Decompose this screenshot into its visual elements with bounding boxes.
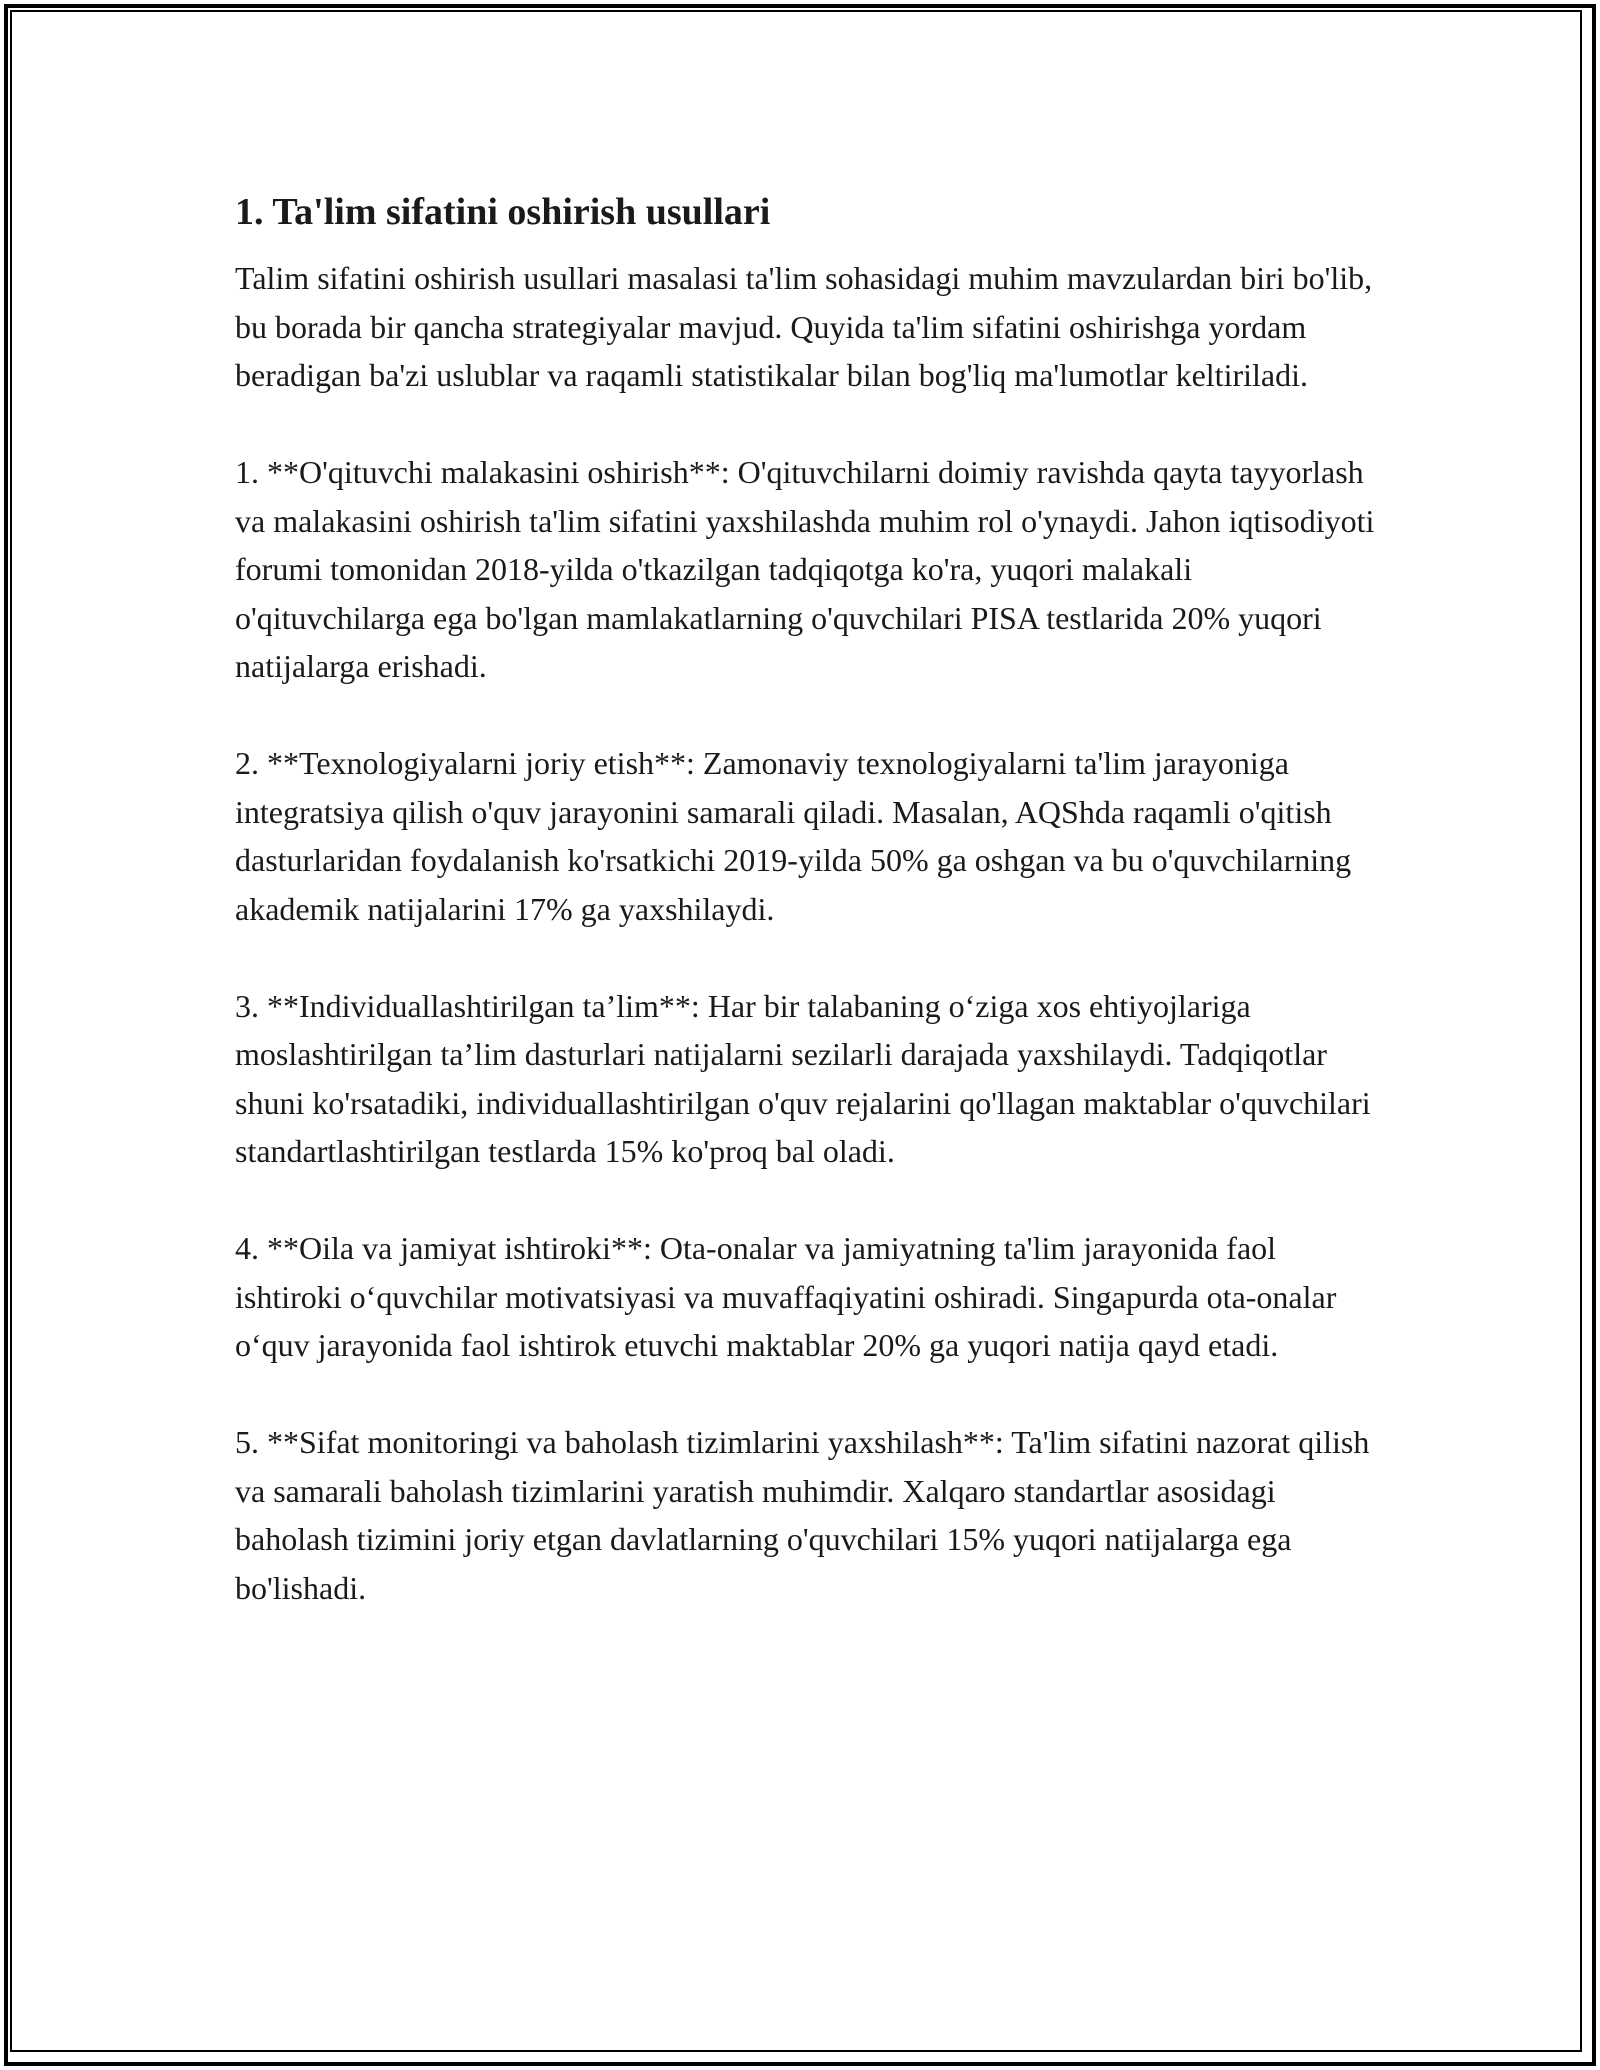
list-item-technology: 2. **Texnologiyalarni joriy etish**: Zamonaviy texnologiyalarni ta'lim jarayoniga integratsiya qilish o'quv jarayonini samarali qiladi. Masalan, AQShda raqamli o'qitish dasturlaridan foydalanish ko'rsatkichi 2019-yilda 50% ga oshgan va bu o'quvchilarning akademik natijalarini 17% ga yaxshilaydi. — [235, 745, 1352, 927]
intro-paragraph: Talim sifatini oshirish usullari masalasi ta'lim sohasidagi muhim mavzulardan biri bo'lib, bu borada bir qancha strategiyalar mavjud. Quyida ta'lim sifatini oshirishga yordam beradigan ba'zi uslublar va raqamli statistikalar bilan bog'liq ma'lumotlar keltiriladi. — [235, 260, 1373, 393]
list-item-quality-monitoring: 5. **Sifat monitoringi va baholash tizimlarini yaxshilash**: Ta'lim sifatini nazorat qilish va samarali baholash tizimlarini yaratish muhimdir. Xalqaro standartlar asosidagi baholash tizimini joriy etgan davlatlarning o'quvchilari 15% yuqori natijalarga ega bo'lishadi. — [235, 1424, 1370, 1606]
document-body — [235, 186, 1385, 1661]
list-item-teacher-qualification: 1. **O'qituvchi malakasini oshirish**: O'qituvchilarni doimiy ravishda qayta tayyorlash va malakasini oshirish ta'lim sifatini yaxshilashda muhim rol o'ynaydi. Jahon iqtisodiyoti forumi tomonidan 2018-yilda o'tkazilgan tadqiqotga ko'ra, yuqori malakali o'qituvchilarga ega bo'lgan mamlakatlarning o'quvchilari PISA testlarida 20% yuqori natijalarga erishadi. — [235, 454, 1375, 684]
list-item-individualized-education: 3. **Individuallashtirilgan ta’lim**: Har bir talabaning o‘ziga xos ehtiyojlariga moslashtirilgan ta’lim dasturlari natijalarni sezilarli darajada yaxshilaydi. Tadqiqotlar shuni ko'rsatadiki, individuallashtirilgan o'quv rejalarini qo'llagan maktablar o'quvchilari standartlashtirilgan testlarda 15% ko'proq bal oladi. — [235, 987, 1371, 1169]
list-item-family-community: 4. **Oila va jamiyat ishtiroki**: Ota-onalar va jamiyatning ta'lim jarayonida faol ishtiroki o‘quvchilar motivatsiyasi va muvaffaqiyatini oshiradi. Singapurda ota-onalar o‘quv jarayonida faol ishtirok etuvchi maktablar 20% ga yuqori natija qayd etadi. — [235, 1230, 1337, 1363]
document-title: 1. Ta'lim sifatini oshirish usullari — [235, 191, 771, 233]
